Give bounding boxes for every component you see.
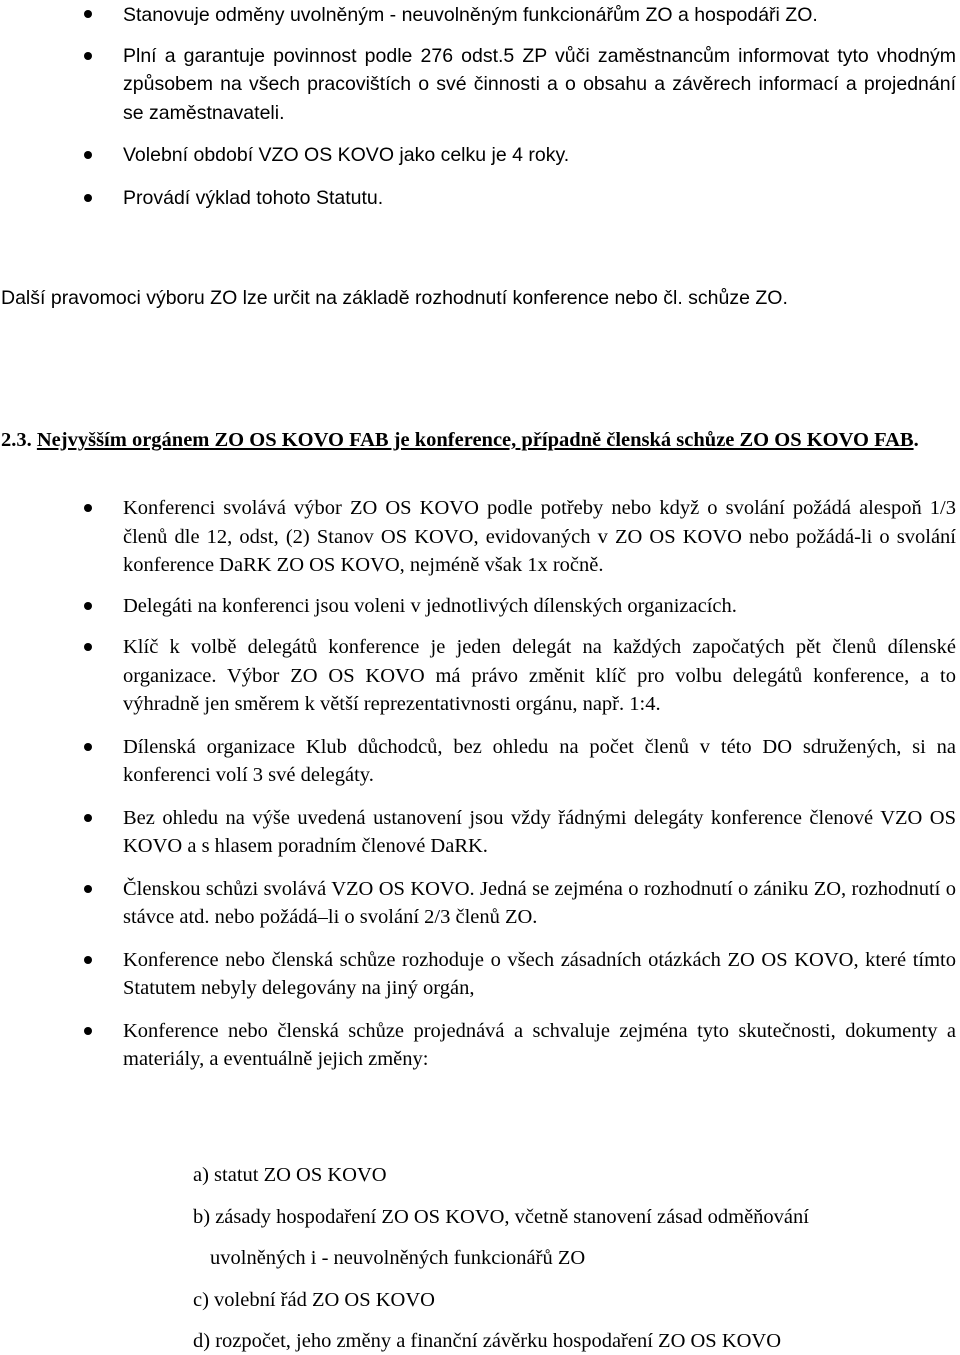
bullet-icon [84, 885, 92, 893]
list-item: Delegáti na konferenci jsou voleni v jednotlivých dílenských organizacích. [0, 592, 960, 621]
sub-list-item: b) zásady hospodaření ZO OS KOVO, včetně stanovení zásad odměňování [193, 1206, 809, 1228]
list-item: Konference nebo členská schůze projednává a schvaluje zejména tyto skutečnosti, dokumenty a materiály, a eventuálně jejich změny: [0, 1017, 960, 1074]
bullet-icon [84, 1027, 92, 1035]
bullet-icon [84, 504, 92, 512]
section-title-trail: . [913, 429, 919, 451]
list-item: Provádí výklad tohoto Statutu. [0, 184, 960, 213]
section-heading [1, 426, 959, 454]
bullet-icon [84, 10, 92, 18]
bullet-icon [84, 151, 92, 159]
sub-list-item: c) volební řád ZO OS KOVO [193, 1289, 435, 1311]
paragraph: Další pravomoci výboru ZO lze určit na základě rozhodnutí konference nebo čl. schůze ZO. [1, 287, 788, 309]
list-item: Dílenská organizace Klub důchodců, bez ohledu na počet členů v této DO sdružených, si na konferenci volí 3 své delegáty. [0, 733, 960, 790]
section-title: Nejvyšším orgánem ZO OS KOVO FAB je konference, případně členská schůze ZO OS KOVO FAB [36, 429, 914, 451]
bullet-icon [84, 743, 92, 751]
list-item: Konference nebo členská schůze rozhoduje o všech zásadních otázkách ZO OS KOVO, které tímto Statutem nebyly delegovány na jiný orgán, [0, 946, 960, 1003]
list-item: Volební období VZO OS KOVO jako celku je 4 roky. [0, 141, 960, 170]
list-item: Členskou schůzi svolává VZO OS KOVO. Jedná se zejména o rozhodnutí o zániku ZO, rozhodnutí o stávce atd. nebo požádá–li o svolání 2/3 členů ZO. [0, 875, 960, 932]
section-number: 2.3. [1, 429, 32, 451]
sub-list-item: uvolněných i - neuvolněných funkcionářů ZO [210, 1247, 586, 1269]
main-bullet-list [0, 494, 960, 1074]
bullet-icon [84, 602, 92, 610]
bullet-icon [84, 52, 92, 60]
sub-list-item: d) rozpočet, jeho změny a finanční závěrku hospodaření ZO OS KOVO [193, 1330, 782, 1352]
list-item: Bez ohledu na výše uvedená ustanovení jsou vždy řádnými delegáty konference členové VZO OS KOVO a s hlasem poradním členové DaRK. [0, 804, 960, 861]
list-item: Plní a garantuje povinnost podle 276 odst.5 ZP vůči zaměstnancům informovat tyto vhodným způsobem na všech pracovištích o své činnosti a o obsahu a závěrech informací a projednání se zaměstnavateli. [0, 42, 960, 128]
sub-list-item: a) statut ZO OS KOVO [193, 1164, 387, 1186]
bullet-icon [84, 814, 92, 822]
bullet-icon [84, 194, 92, 202]
top-bullet-list [0, 0, 960, 212]
bullet-icon [84, 956, 92, 964]
list-item: Konferenci svolává výbor ZO OS KOVO podle potřeby nebo když o svolání požádá alespoň 1/3 členů dle 12, odst, (2) Stanov OS KOVO, evidovaných v ZO OS KOVO nebo požádá-li o svolání konference DaRK ZO OS KOVO, nejméně však 1x ročně. [0, 494, 960, 580]
list-item: Stanovuje odměny uvolněným - neuvolněným funkcionářům ZO a hospodáři ZO. [0, 0, 960, 30]
bullet-icon [84, 643, 92, 651]
list-item: Klíč k volbě delegátů konference je jeden delegát na každých započatých pět členů dílenské organizace. Výbor ZO OS KOVO má právo změnit klíč pro volbu delegátů konference, a to výhradně jen směrem k větší reprezentativnosti orgánu, např. 1:4. [0, 633, 960, 719]
